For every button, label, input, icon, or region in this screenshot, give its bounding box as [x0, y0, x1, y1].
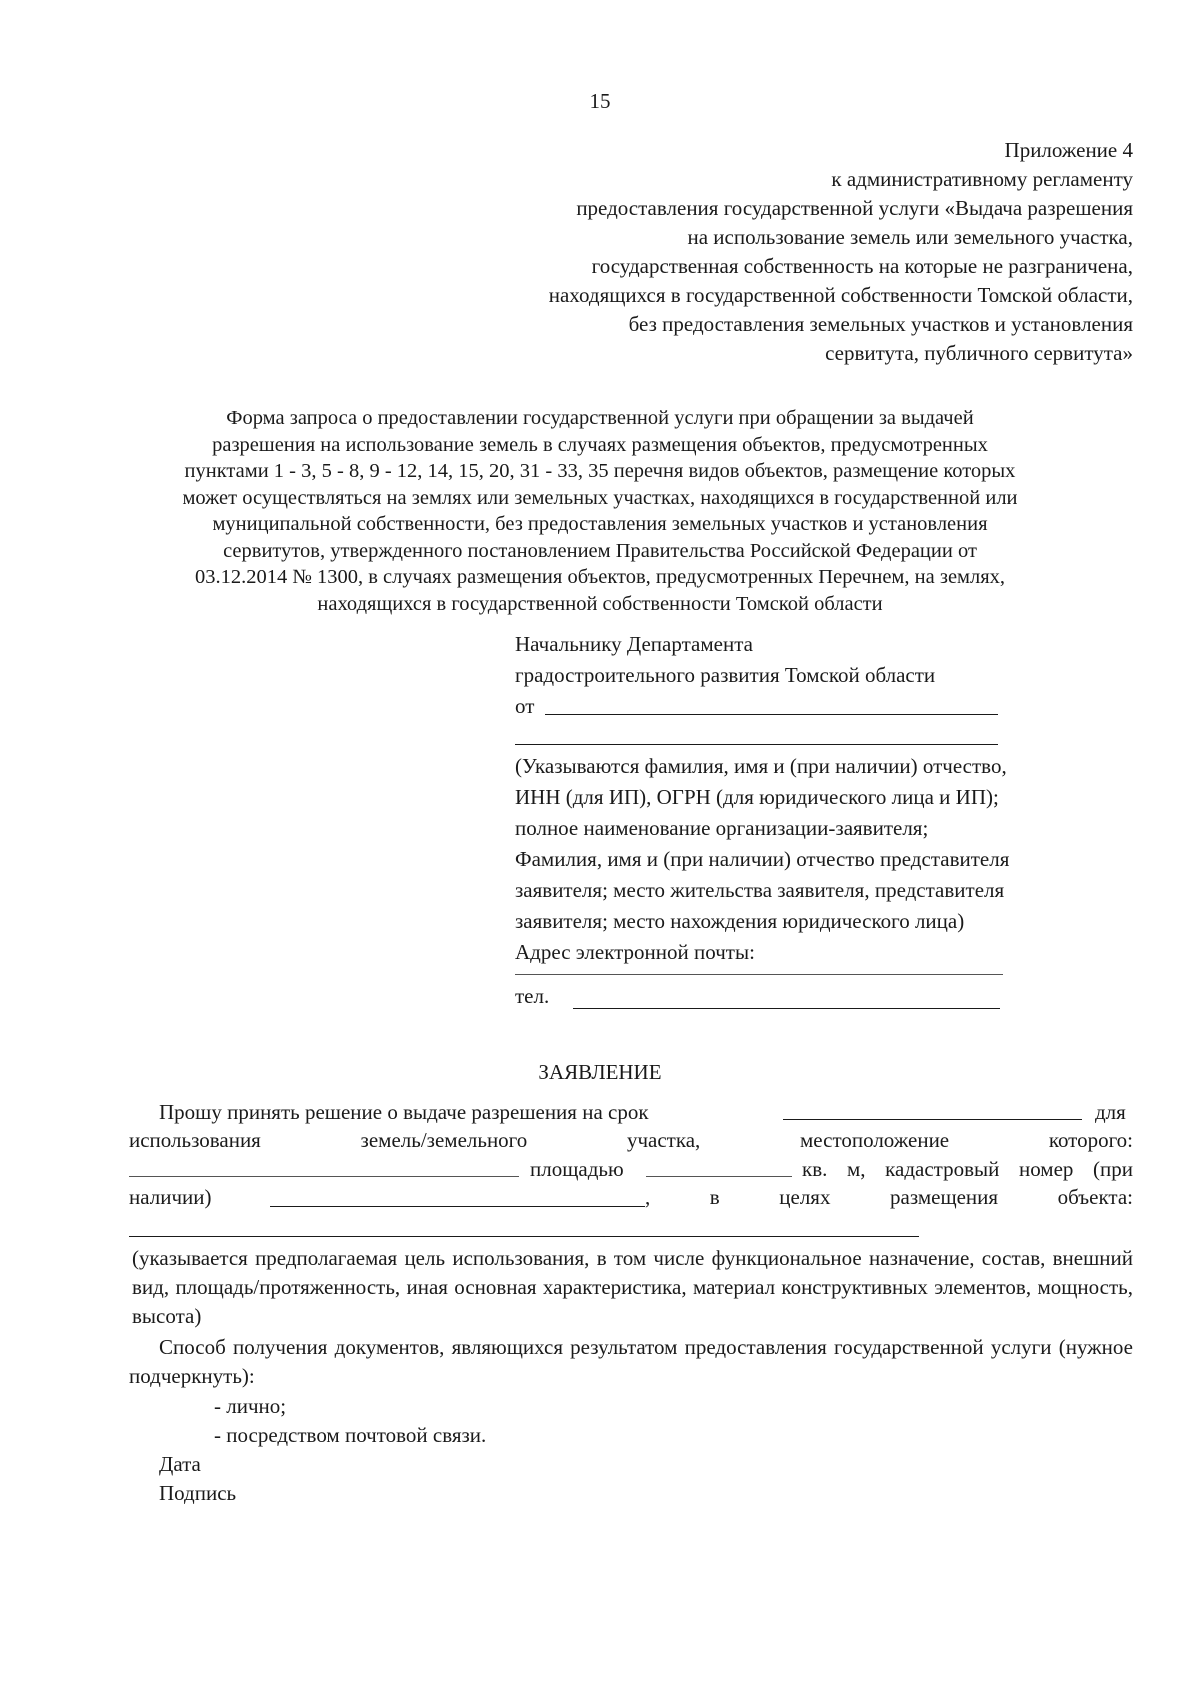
form-title-line: разрешения на использование земель в случаях размещения объектов, предусмотренных: [212, 433, 988, 456]
row4-word: размещения: [890, 1185, 999, 1209]
appendix-line: на использование земель или земельного участка,: [687, 225, 1133, 249]
option-personal[interactable]: - лично;: [214, 1394, 287, 1418]
area-field[interactable]: [646, 1176, 792, 1177]
instruction-line: заявителя; место жительства заявителя, представителя: [515, 878, 1005, 902]
purpose-field[interactable]: [129, 1236, 919, 1237]
instruction-line: (Указываются фамилия, имя и (при наличии) отчество,: [515, 754, 1007, 778]
row2-word: использования: [129, 1128, 261, 1152]
from-name-field-line2[interactable]: [515, 744, 998, 745]
form-title: [0, 404, 1200, 616]
addressee-to-line1: Начальнику Департамента: [515, 632, 753, 656]
page-number: 15: [589, 89, 611, 113]
email-field[interactable]: [515, 974, 1003, 975]
addressee-to-line2: градостроительного развития Томской области: [515, 663, 936, 687]
form-title-line: сервитутов, утвержденного постановлением Правительства Российской Федерации от: [223, 539, 977, 562]
instruction-line: полное наименование организации-заявителя;: [515, 816, 929, 840]
appendix-line: сервитута, публичного сервитута»: [825, 341, 1133, 365]
option-post[interactable]: - посредством почтовой связи.: [214, 1423, 487, 1447]
row2-word: которого:: [1048, 1128, 1133, 1152]
delivery-method-text: Способ получения документов, являющихся результатом предоставления государственной услуги (нужное подчеркнуть):: [129, 1335, 1133, 1388]
appendix-line: Приложение 4: [1004, 138, 1133, 162]
appendix-line: государственная собственность на которые не разграничена,: [591, 254, 1133, 278]
instruction-line: заявителя; место нахождения юридического лица): [515, 909, 965, 933]
row4-start: наличии): [129, 1185, 212, 1209]
date-label: Дата: [159, 1452, 201, 1476]
appendix-header: [333, 136, 1133, 368]
email-label: Адрес электронной почты:: [515, 940, 755, 964]
statement-title: ЗАЯВЛЕНИЕ: [538, 1060, 662, 1084]
appendix-line: без предоставления земельных участков и установления: [628, 312, 1133, 336]
statement-row1-text: Прошу принять решение о выдаче разрешения на срок: [159, 1100, 649, 1124]
appendix-line: находящихся в государственной собственности Томской области,: [548, 283, 1133, 307]
instruction-line: Фамилия, имя и (при наличии) отчество представителя: [515, 847, 1010, 871]
appendix-line: предоставления государственной услуги «Выдача разрешения: [576, 196, 1133, 220]
form-title-line: муниципальной собственности, без предоставления земельных участков и установления: [212, 513, 988, 535]
from-label: от: [515, 694, 535, 718]
row2-word: участка,: [626, 1128, 701, 1152]
form-title-line: может осуществляться на землях или земельных участках, находящихся в государственной или: [182, 486, 1018, 509]
from-name-field[interactable]: [545, 714, 998, 715]
area-label: площадью: [530, 1157, 624, 1181]
form-title-line: 03.12.2014 № 1300, в случаях размещения объектов, предусмотренных Перечнем, на землях,: [194, 566, 1006, 588]
row4-word: в: [709, 1185, 720, 1209]
signature-label: Подпись: [159, 1481, 237, 1505]
location-field[interactable]: [129, 1176, 519, 1177]
row2-word: местоположение: [800, 1128, 950, 1152]
row4-word: ,: [645, 1185, 651, 1209]
phone-label: тел.: [515, 984, 550, 1008]
cadastral-field[interactable]: [270, 1206, 645, 1207]
statement-row1-end: для: [1095, 1100, 1126, 1124]
instruction-line: ИНН (для ИП), ОГРН (для юридического лица и ИП);: [515, 785, 999, 809]
purpose-note: (указывается предполагаемая цель использования, в том числе функциональное назначение, состав, внешний вид, площадь/протяженность, иная основная характеристика, материал конструктивных элементов, мощность, высота): [132, 1246, 1133, 1328]
phone-field[interactable]: [573, 1008, 1000, 1009]
term-field[interactable]: [783, 1119, 1082, 1120]
form-title-line: находящихся в государственной собственности Томской области: [317, 592, 883, 615]
row4-word: объекта:: [1057, 1185, 1133, 1209]
row4-word: целях: [779, 1185, 831, 1209]
area-rest-text: кв. м, кадастровый номер (при: [802, 1157, 1133, 1181]
form-title-line: Форма запроса о предоставлении государственной услуги при обращении за выдачей: [226, 407, 974, 429]
form-title-line: пунктами 1 - 3, 5 - 8, 9 - 12, 14, 15, 20, 31 - 33, 35 перечня видов объектов, размещение которых: [184, 460, 1016, 482]
statement-row2: [129, 1126, 1133, 1154]
applicant-instructions: [515, 752, 1009, 969]
statement-row4: [645, 1183, 1133, 1211]
row2-word: земель/земельного: [360, 1128, 528, 1152]
appendix-line: к административному регламенту: [831, 167, 1133, 191]
